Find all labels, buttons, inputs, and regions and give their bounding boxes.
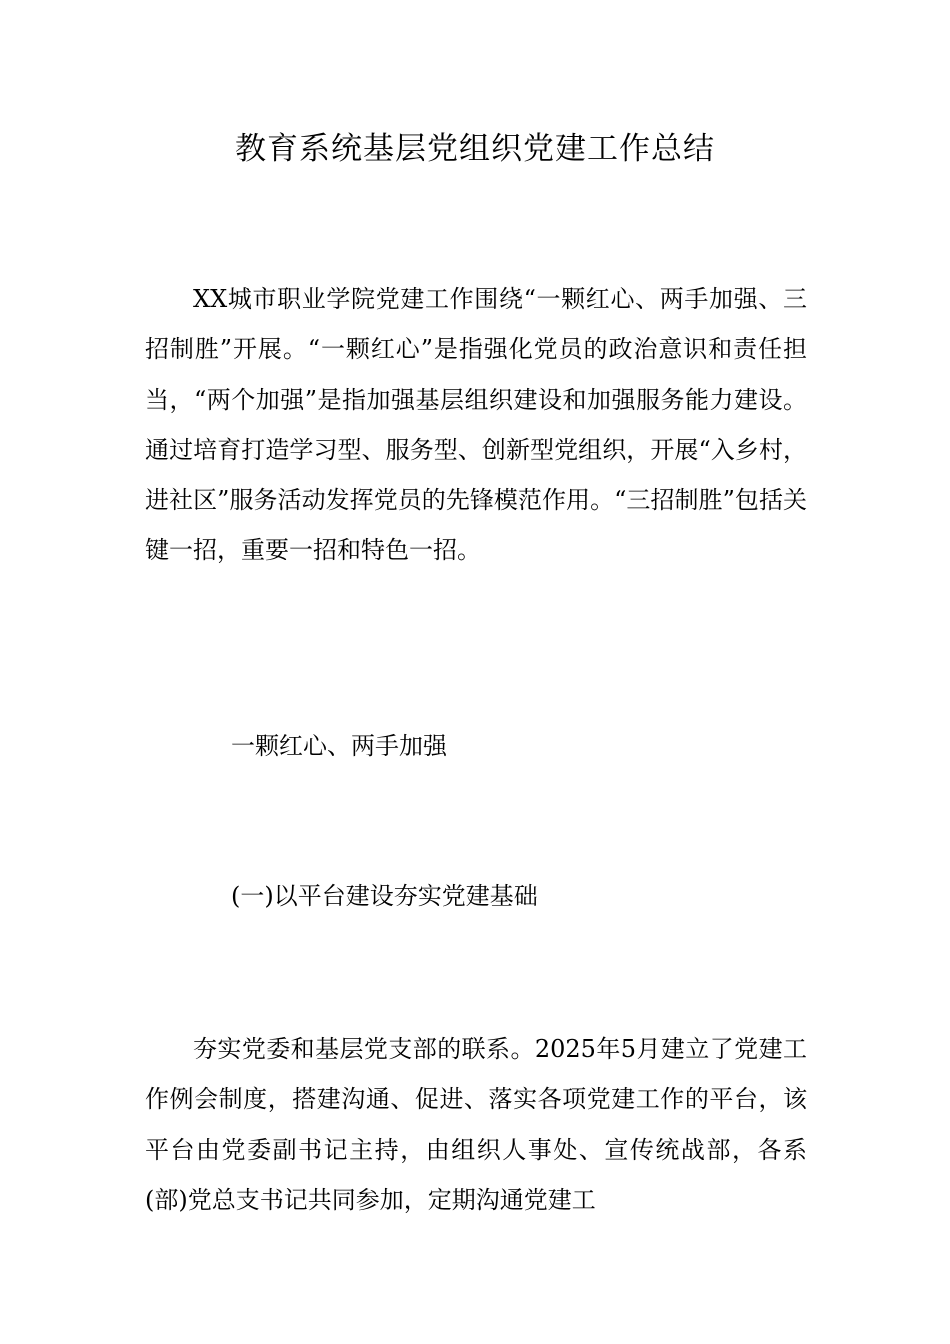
- section-heading: 一颗红心、两手加强: [231, 732, 447, 760]
- body-paragraph: 夯实党委和基层党支部的联系。2025年5月建立了党建工作例会制度，搭建沟通、促进、落实各项党建工作的平台，该平台由党委副书记主持，由组织人事处、宣传统战部，各系(部)党总支书记共同参加，定期沟通党建工: [145, 1035, 807, 1214]
- subsection-heading: (一)以平台建设夯实党建基础: [231, 882, 538, 910]
- document-title: 教育系统基层党组织党建工作总结: [235, 131, 715, 167]
- intro-paragraph: XX城市职业学院党建工作围绕“一颗红心、两手加强、三招制胜”开展。“一颗红心”是指强化党员的政治意识和责任担当，“两个加强”是指加强基层组织建设和加强服务能力建设。通过培育打造学习型、服务型、创新型党组织，开展“入乡村，进社区”服务活动发挥党员的先锋模范作用。“三招制胜”包括关键一招，重要一招和特色一招。: [145, 285, 807, 565]
